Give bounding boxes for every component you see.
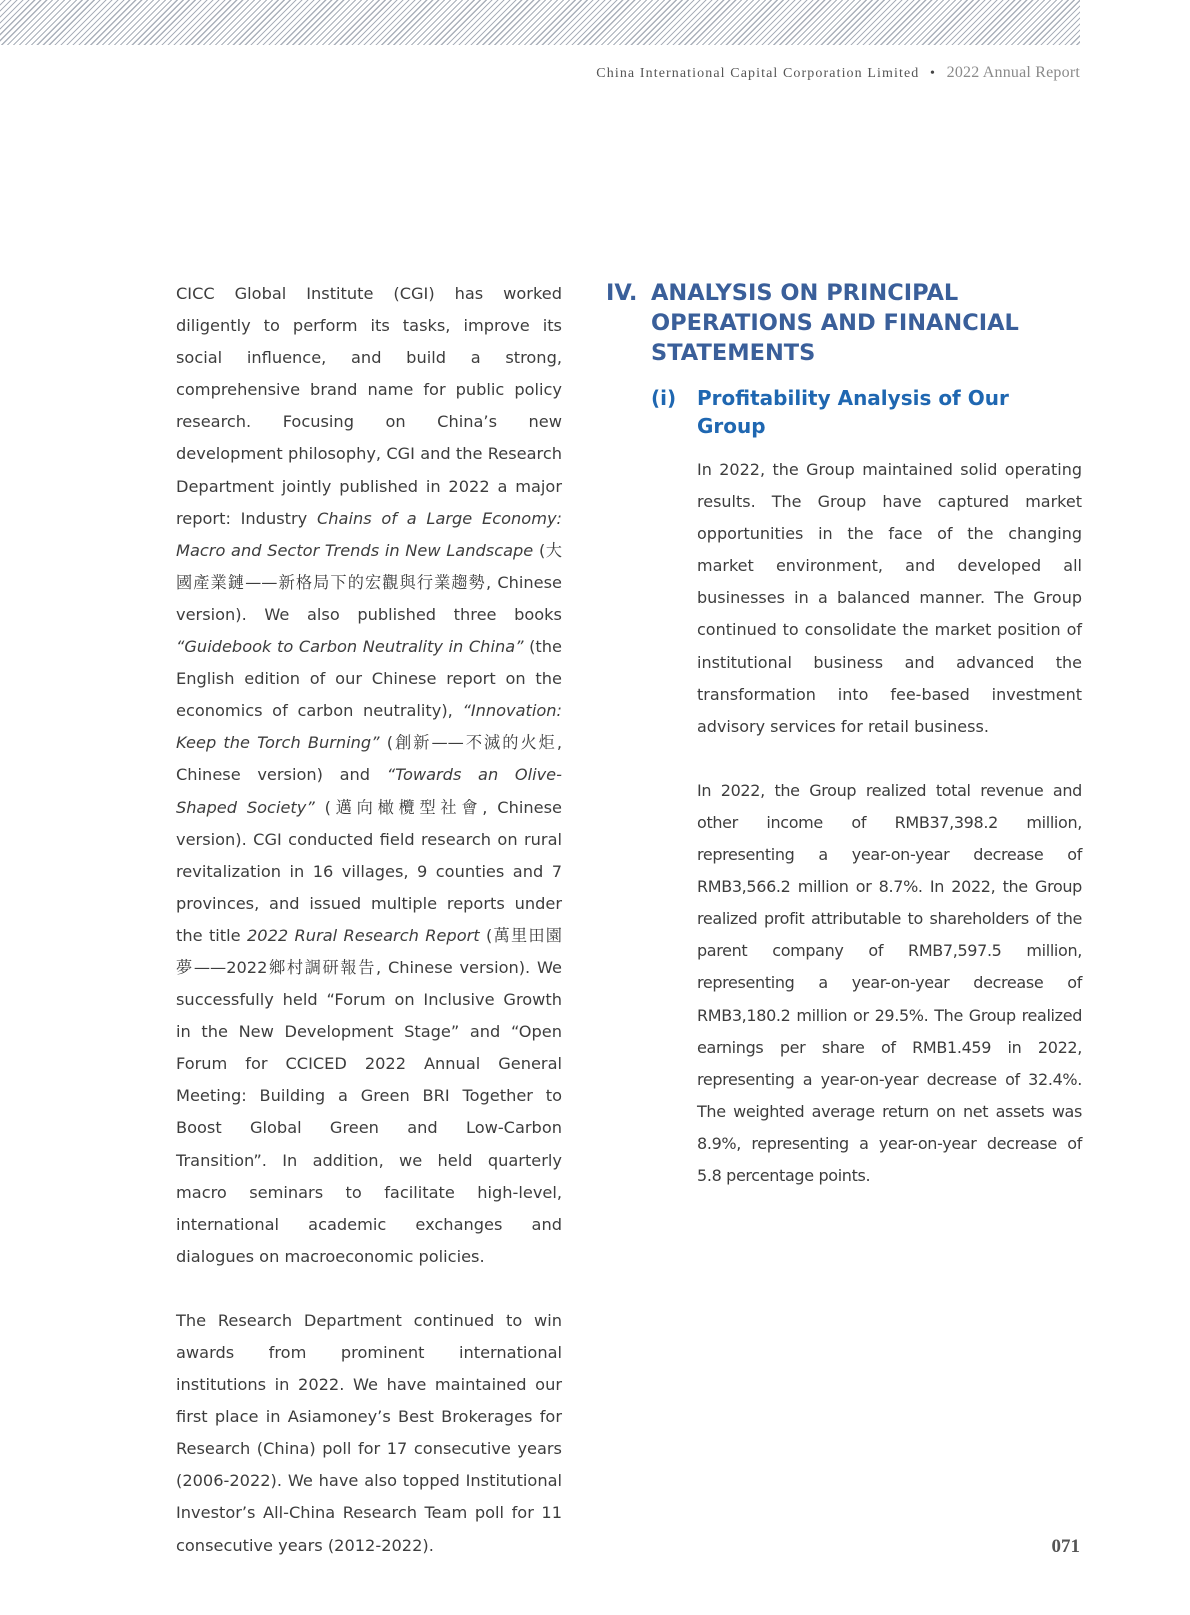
text-run: (邁向橄欖型社會, Chinese version). CGI conducted field research on rural revitalization in 16 villages, 9 counties and 7 provinces, and issued multiple reports under the title [176,797,562,945]
operating-results-paragraph: In 2022, the Group maintained solid operating results. The Group have captured market opportunities in the face of the changing market environment, and developed all businesses in a balanced manner. The Group continued to consolidate the market position of institutional business and advanced the transformation into fee-based investment advisory services for retail business. [697,460,1082,736]
report-title: 2022 Annual Report [946,64,1080,81]
text-run: (創新——不滅的火炬, Chinese version) and [176,733,562,785]
text-run: (the English edition of our Chinese report on the economics of carbon neutrality), [176,637,562,721]
decorative-hatched-banner [0,0,1080,45]
profitability-body [697,454,1082,1192]
section-number: IV. [606,280,638,306]
right-column [606,278,1082,1192]
cgi-paragraph [176,278,562,1273]
book-title-italic: “Innovation: Keep the Torch Burning” [176,701,562,753]
book-title-italic: “Towards an Olive-Shaped Society” [176,765,562,817]
text-run: CICC Global Institute (CGI) has worked diligently to perform its tasks, improve its social influence, and build a strong, comprehensive brand name for public policy research. Focusing on China’s new development philosophy, CGI and the Research Department jointly published in 2022 a major report: Industry [176,284,562,528]
subsection-heading [651,384,1082,440]
book-title-italic: “Guidebook to Carbon Neutrality in China” [176,637,524,657]
section-title: ANALYSIS ON PRINCIPAL OPERATIONS AND FINANCIAL STATEMENTS [651,280,1019,366]
text-run: (大國產業鏈——新格局下的宏觀與行業趨勢, Chinese version). We also published three books [176,540,562,624]
page-number: 071 [1051,1536,1080,1557]
financial-figures-paragraph: In 2022, the Group realized total revenue and other income of RMB37,398.2 million, representing a year-on-year decrease of RMB3,566.2 million or 8.7%. In 2022, the Group realized profit attributable to shareholders of the parent company of RMB7,597.5 million, representing a year-on-year decrease of RMB3,180.2 million or 29.5%. The Group realized earnings per share of RMB1.459 in 2022, representing a year-on-year decrease of 32.4%. The weighted average return on net assets was 8.9%, representing a year-on-year decrease of 5.8 percentage points. [697,780,1082,1185]
running-header [596,64,1080,82]
company-name: China International Capital Corporation Limited [596,66,920,81]
text-run: (萬里田園夢——2022鄉村調研報告, Chinese version). We successfully held “Forum on Inclusive Growth in the New Development Stage” and “Open Forum for CCICED 2022 Annual General Meeting: Building a Green BRI Together to Boost Global Green and Low-Carbon Transition”. In addition, we held quarterly macro seminars to facilitate high-level, international academic exchanges and dialogues on macroeconomic policies. [176,925,562,1266]
left-column [176,278,562,1562]
report-title-italic: 2022 Rural Research Report [246,925,480,945]
research-awards-paragraph: The Research Department continued to win awards from prominent international institutions in 2022. We have maintained our first place in Asiamoney’s Best Brokerages for Research (China) poll for 17 consecutive years (2006-2022). We have also topped Institutional Investor’s All-China Research Team poll for 11 consecutive years (2012-2022). [176,1310,562,1555]
subsection-title: Profitability Analysis of Our Group [697,386,1009,438]
subsection-number: (i) [651,386,677,410]
bullet-separator: • [930,66,937,81]
section-heading [606,278,1082,368]
report-title-italic: Chains of a Large Economy: Macro and Sector Trends in New Landscape [176,508,562,560]
